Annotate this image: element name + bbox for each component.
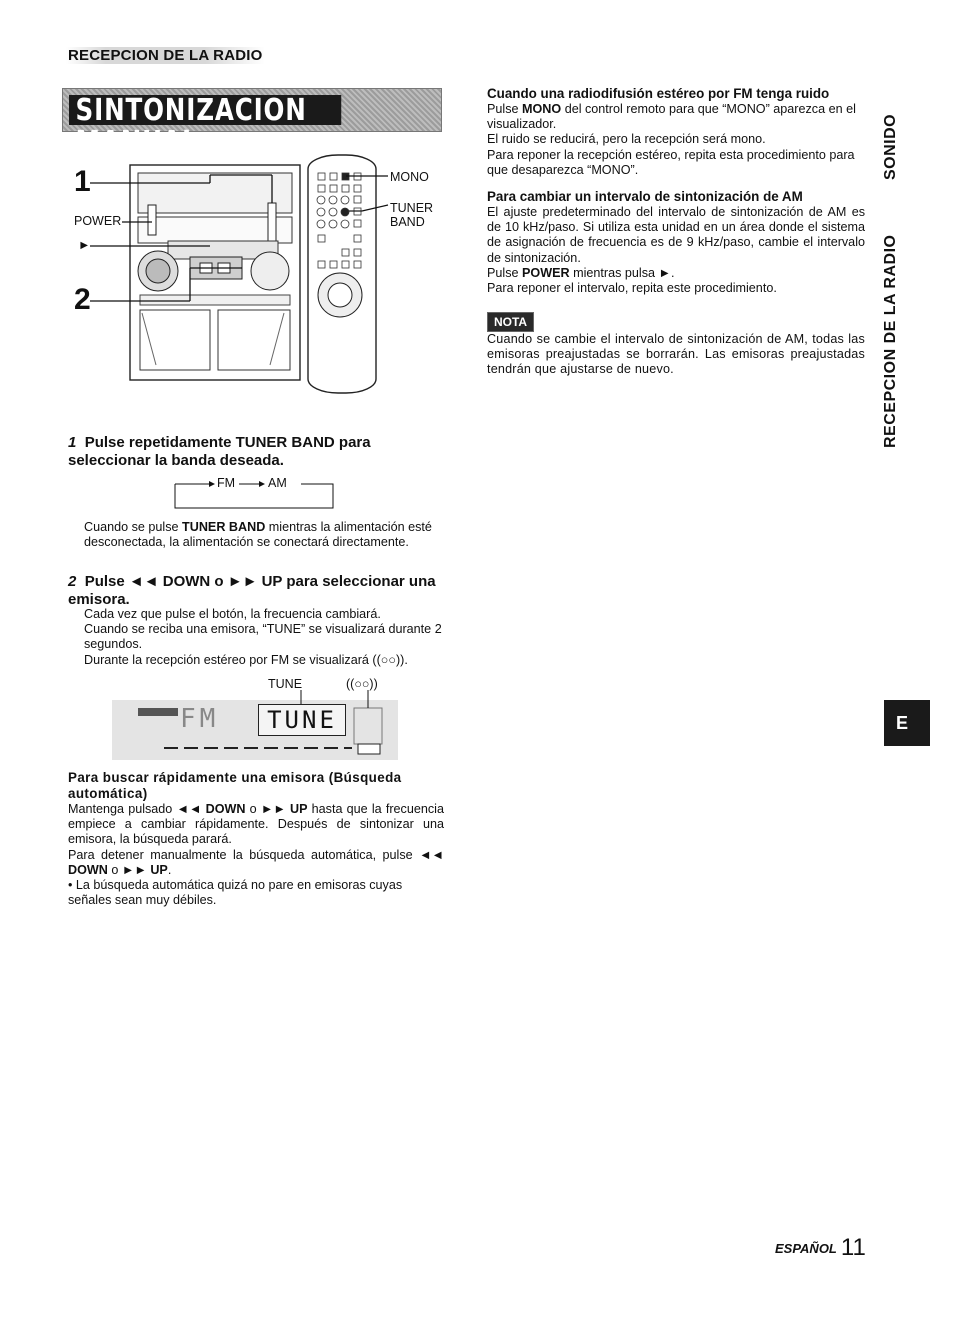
step2-body: Cada vez que pulse el botón, la frecuencia cambiará. Cuando se reciba una emisora, “TUNE” se visualizará durante 2 segundos. Durante la recepción estéreo por FM se visualizará ((○○)). <box>84 607 442 667</box>
auto-search-heading: Para buscar rápidamente una emisora (Búsqueda automática) <box>68 770 402 801</box>
footer-language: ESPAÑOL <box>775 1241 837 1256</box>
display-panel <box>112 690 398 760</box>
page-number: 11 <box>840 1234 866 1261</box>
am-interval-heading: Para cambiar un intervalo de sintonización de AM <box>487 189 803 204</box>
step1-heading: 1 Pulse repetidamente TUNER BAND para seleccionar la banda deseada. <box>68 434 371 469</box>
flow-fm: FM <box>217 476 236 490</box>
language-tab: E <box>884 700 930 746</box>
side-label-sonido: SONIDO <box>882 113 899 180</box>
label-mono: MONO <box>390 170 429 184</box>
note-badge: NOTA <box>487 312 534 332</box>
auto-search-body: Mantenga pulsado ◄◄ DOWN o ►► UP hasta que la frecuencia empiece a cambiar rápidamente. Después de sintonizar una emisora, la búsqueda parará. Para detener manualmente la búsqueda automática, pulse ◄◄ DOWN o ►► UP. • La búsqueda automática quizá no pare en emisoras cuyas señales sean muy débiles. <box>68 802 444 908</box>
title-banner <box>62 88 442 160</box>
label-tuner: TUNER <box>390 201 434 215</box>
fm-noise-body: Pulse MONO del control remoto para que “MONO” aparezca en el visualizador. El ruido se reducirá, pero la recepción será mono. Para reponer la recepción estéreo, repita esta procedimiento para que desaparezca “MONO”. <box>487 102 856 177</box>
am-interval-body: El ajuste predeterminado del intervalo de sintonización de AM es de 10 kHz/paso. Si utiliza esta unidad en un área donde el sistema de asignación de frecuencia es de 9 kHz/paso, cambie el intervalo de sintonización. Pulse POWER mientras pulsa ►. Para reponer el intervalo, repita este procedimiento. <box>487 205 865 296</box>
play-icon: ► <box>78 238 91 252</box>
stereo-diagram <box>60 145 460 405</box>
step2-heading: 2 Pulse ◄◄ DOWN o ►► UP para seleccionar una emisora. <box>68 573 436 608</box>
label-stereo: ((○○)) <box>346 677 378 691</box>
display-background <box>112 690 398 760</box>
step1-body: Cuando se pulse TUNER BAND mientras la alimentación esté desconectada, la alimentación se conectará directamente. <box>84 520 432 550</box>
display-band: FM <box>180 704 220 734</box>
label-power: POWER <box>74 214 122 228</box>
band-flow <box>175 476 335 510</box>
callout-2: 2 <box>74 283 91 316</box>
label-band: BAND <box>390 215 425 229</box>
side-labels <box>870 90 910 450</box>
label-tune: TUNE <box>268 677 303 691</box>
page-title: SINTONIZACION MANUAL <box>69 95 341 125</box>
section-header: RECEPCION DE LA RADIO <box>68 47 263 64</box>
note-text: Cuando se cambie el intervalo de sintonización de AM, todas las emisoras preajustadas se borrarán. Las emisoras preajustadas tendrán que ajustarse de nuevo. <box>487 332 865 377</box>
band-flow-lines <box>175 476 335 510</box>
side-label-recepcion: RECEPCION DE LA RADIO <box>882 234 899 448</box>
stereo-unit-illustration <box>60 145 460 405</box>
fm-noise-heading: Cuando una radiodifusión estéreo por FM tenga ruido <box>487 86 830 101</box>
callout-1: 1 <box>74 165 91 198</box>
display-tune: TUNE <box>258 704 346 736</box>
flow-am: AM <box>268 476 287 490</box>
page-footer <box>775 1234 866 1262</box>
